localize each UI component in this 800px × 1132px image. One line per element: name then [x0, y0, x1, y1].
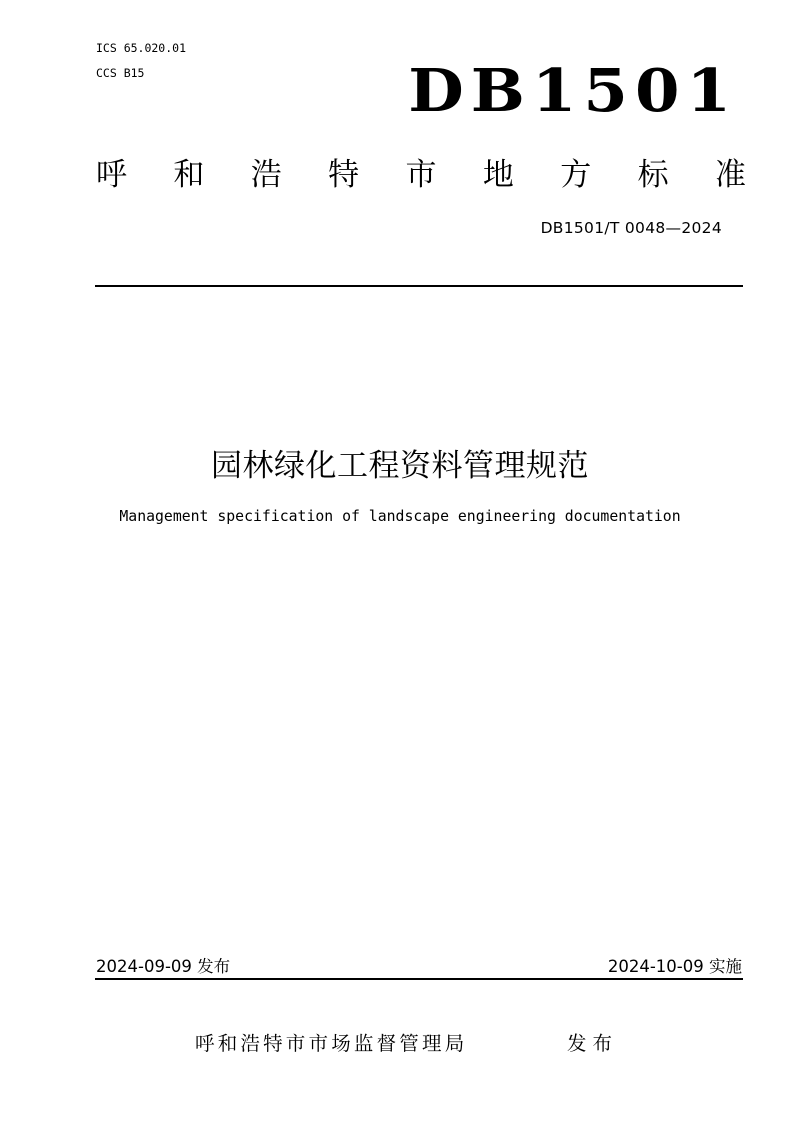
ccs-code: CCS B15 — [96, 66, 145, 80]
publisher-name: 呼和浩特市市场监督管理局 — [195, 1032, 468, 1055]
standard-class-char: 呼 — [96, 157, 127, 193]
document-title-en: Management specification of landscape engineering documentation — [119, 508, 681, 525]
standard-number: DB1501/T 0048—2024 — [540, 219, 722, 237]
db-code: DB1501 — [408, 56, 738, 126]
standard-class-char: 特 — [328, 157, 360, 193]
top-divider — [95, 285, 743, 287]
standard-class-heading — [96, 155, 746, 195]
issue-label: 发布 — [567, 1032, 619, 1055]
standard-class-char: 和 — [173, 157, 205, 193]
standard-class-char: 市 — [405, 157, 437, 193]
publish-date: 2024-09-09 发布 — [96, 957, 231, 976]
standard-class-char: 浩 — [250, 157, 282, 193]
standard-class-char: 准 — [715, 157, 746, 193]
implement-date: 2024-10-09 实施 — [607, 957, 742, 976]
document-title-zh: 园林绿化工程资料管理规范 — [211, 448, 589, 484]
standard-class-char: 方 — [560, 157, 592, 193]
bottom-divider — [95, 978, 743, 980]
standard-class-char: 地 — [482, 157, 514, 193]
standard-class-char: 标 — [637, 157, 669, 193]
ics-code: ICS 65.020.01 — [96, 41, 187, 55]
